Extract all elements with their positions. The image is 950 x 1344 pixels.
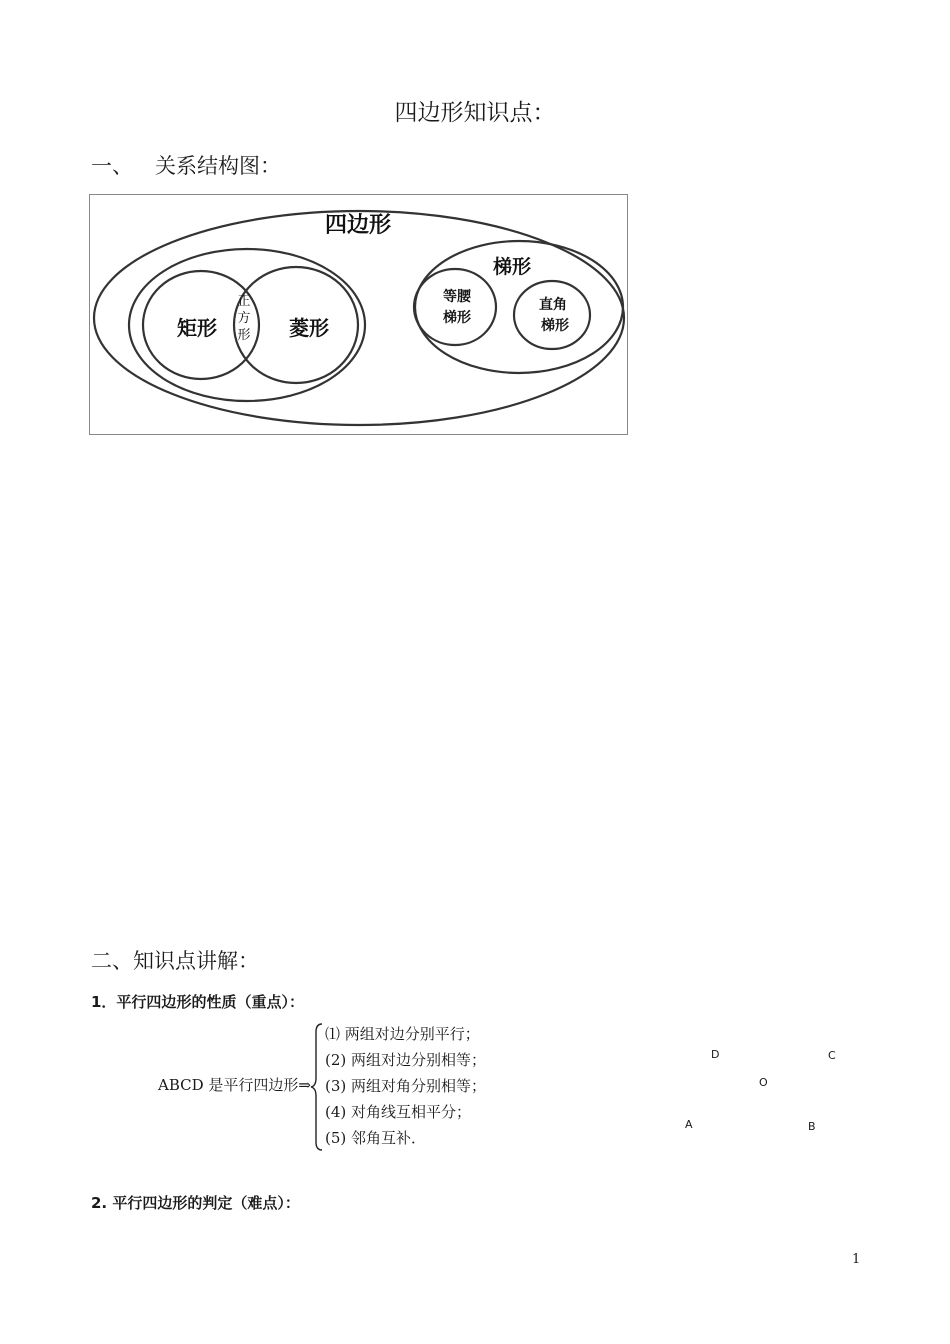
section-2-heading: 二、知识点讲解： (91, 949, 259, 973)
vertex-label-a: A (685, 1118, 693, 1131)
label-isosceles-1: 等腰 (443, 289, 471, 305)
label-rectangle: 矩形 (177, 316, 217, 340)
property-5: (5) 邻角互补． (325, 1129, 427, 1147)
label-right-1: 直角 (539, 297, 567, 313)
label-square-3: 形 (237, 328, 251, 343)
vertex-label-d: D (711, 1048, 720, 1061)
label-isosceles-2: 梯形 (443, 310, 471, 326)
parallelogram-premise: ABCD 是平行四边形⇒ (158, 1076, 311, 1094)
relationship-diagram (89, 194, 628, 435)
section-1-heading (91, 150, 281, 180)
brace-icon (310, 1022, 324, 1152)
vertex-label-b: B (808, 1120, 816, 1133)
property-1: ⑴ 两组对边分别平行； (325, 1025, 480, 1043)
page-number: 1 (852, 1252, 861, 1267)
center-label-o: O (759, 1076, 768, 1089)
property-3: (3) 两组对角分别相等； (325, 1077, 487, 1095)
label-rhombus: 菱形 (289, 316, 329, 340)
label-quadrilateral: 四边形 (324, 213, 392, 238)
page-title: 四边形知识点： (394, 100, 556, 126)
right-trapezoid-circle (514, 281, 590, 349)
section-1-number: 一、 (91, 154, 133, 178)
property-4: (4) 对角线互相平分； (325, 1103, 472, 1121)
diagram-svg (90, 195, 627, 434)
isosceles-trapezoid-circle (414, 269, 496, 345)
item-2-heading: 2. 平行四边形的判定（难点）： (91, 1194, 300, 1212)
label-square-2: 方 (237, 311, 251, 326)
label-square-1: 正 (237, 294, 251, 309)
vertex-label-c: C (828, 1049, 836, 1062)
label-right-2: 梯形 (541, 318, 569, 334)
property-2: (2) 两组对边分别相等； (325, 1051, 487, 1069)
item-1-heading: 1．平行四边形的性质（重点）： (91, 993, 304, 1011)
section-1-title: 关系结构图： (155, 154, 281, 178)
label-trapezoid: 梯形 (492, 256, 532, 278)
